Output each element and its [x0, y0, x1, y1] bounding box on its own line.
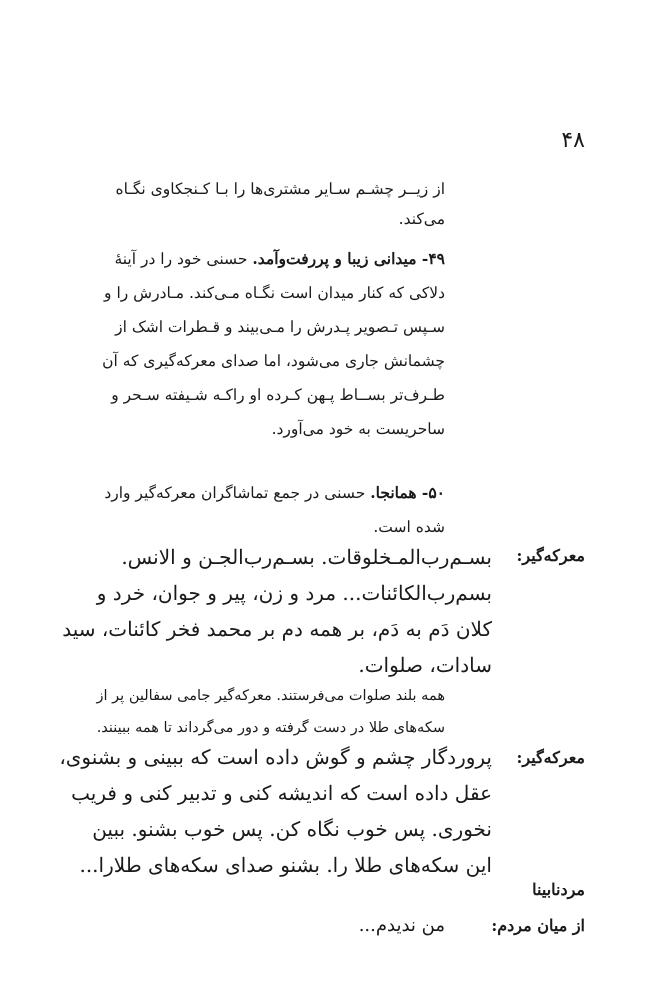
text-line: نخوری. پس خوب نگاه کن. پس خوب بشنو. ببین — [92, 817, 492, 841]
text-line: حسنی خود را در آینهٔ — [114, 250, 248, 268]
text-line: از زیــر چشـم سـایر مشتری‌ها را بـا کـنجکاوی نگـاه — [115, 180, 445, 198]
text-line: این سکه‌های طلا را. بشنو صدای سکه‌های طلارا... — [79, 853, 492, 877]
scene-50 — [104, 476, 445, 544]
speech-block — [59, 739, 492, 883]
text-line: چشمانش جاری می‌شود، اما صدای معرکه‌گیری که آن — [102, 352, 445, 370]
text-line: سـپس تـصویر پـدرش را مـی‌بیند و قـطرات اشک از — [115, 318, 445, 336]
text-line: دلاکی که کنار میدان است نگـاه مـی‌کند. مـادرش را و — [104, 284, 445, 302]
text-line: شده است. — [373, 518, 445, 536]
character-name: مردنابینا — [532, 880, 585, 899]
text-line: پروردگار چشم و گوش داده است که ببینی و بشنوی، — [59, 745, 492, 769]
text-line: سکه‌های طلا در دست گرفته و دور می‌گرداند تا همه ببینند. — [96, 720, 445, 736]
text-line: همه بلند صلوات می‌فرستند. معرکه‌گیر جامی سفالین پر از — [96, 688, 445, 704]
scene-heading: ۴۹- میدانی زیبا و پررفت‌وآمد. — [252, 249, 445, 268]
speaker-label: معرکه‌گیر: — [516, 748, 585, 767]
page-number: ۴۸ — [561, 128, 585, 153]
text-line: می‌کند. — [398, 210, 445, 228]
speech-block — [359, 911, 445, 941]
paragraph-intro — [115, 172, 445, 232]
scene-heading: ۵۰- همانجا. — [370, 483, 445, 502]
text-line: ساحریست به خود می‌آورد. — [271, 420, 445, 438]
text-line: کلان دَم به دَم، بر همه دم بر محمد فخر کائنات، سید — [62, 617, 492, 641]
text-line: من ندیدم... — [358, 915, 445, 936]
text-line: طـرف‌تر بســاط پـهن کـرده او راکـه شـیفته سـحر و — [111, 386, 445, 404]
speaker-label: معرکه‌گیر: — [516, 546, 585, 565]
text-line: بسم‌رب‌الکائنات... مرد و زن، پیر و جوان، خرد و — [96, 581, 492, 605]
text-line: بسـم‌رب‌المـخلوقات. بسـم‌رب‌الجـن و الانس. — [121, 545, 492, 569]
speech-block — [62, 539, 492, 683]
speaker-label: از میان مردم: — [491, 916, 585, 935]
text-line: سادات، صلوات. — [358, 653, 492, 677]
text-line: حسنی در جمع تماشاگران معرکه‌گیر وارد — [104, 484, 366, 502]
text-line: عقل داده است که اندیشه کنی و تدبیر کنی و فریب — [71, 781, 492, 805]
scene-49 — [102, 242, 445, 446]
stage-direction — [96, 680, 445, 744]
